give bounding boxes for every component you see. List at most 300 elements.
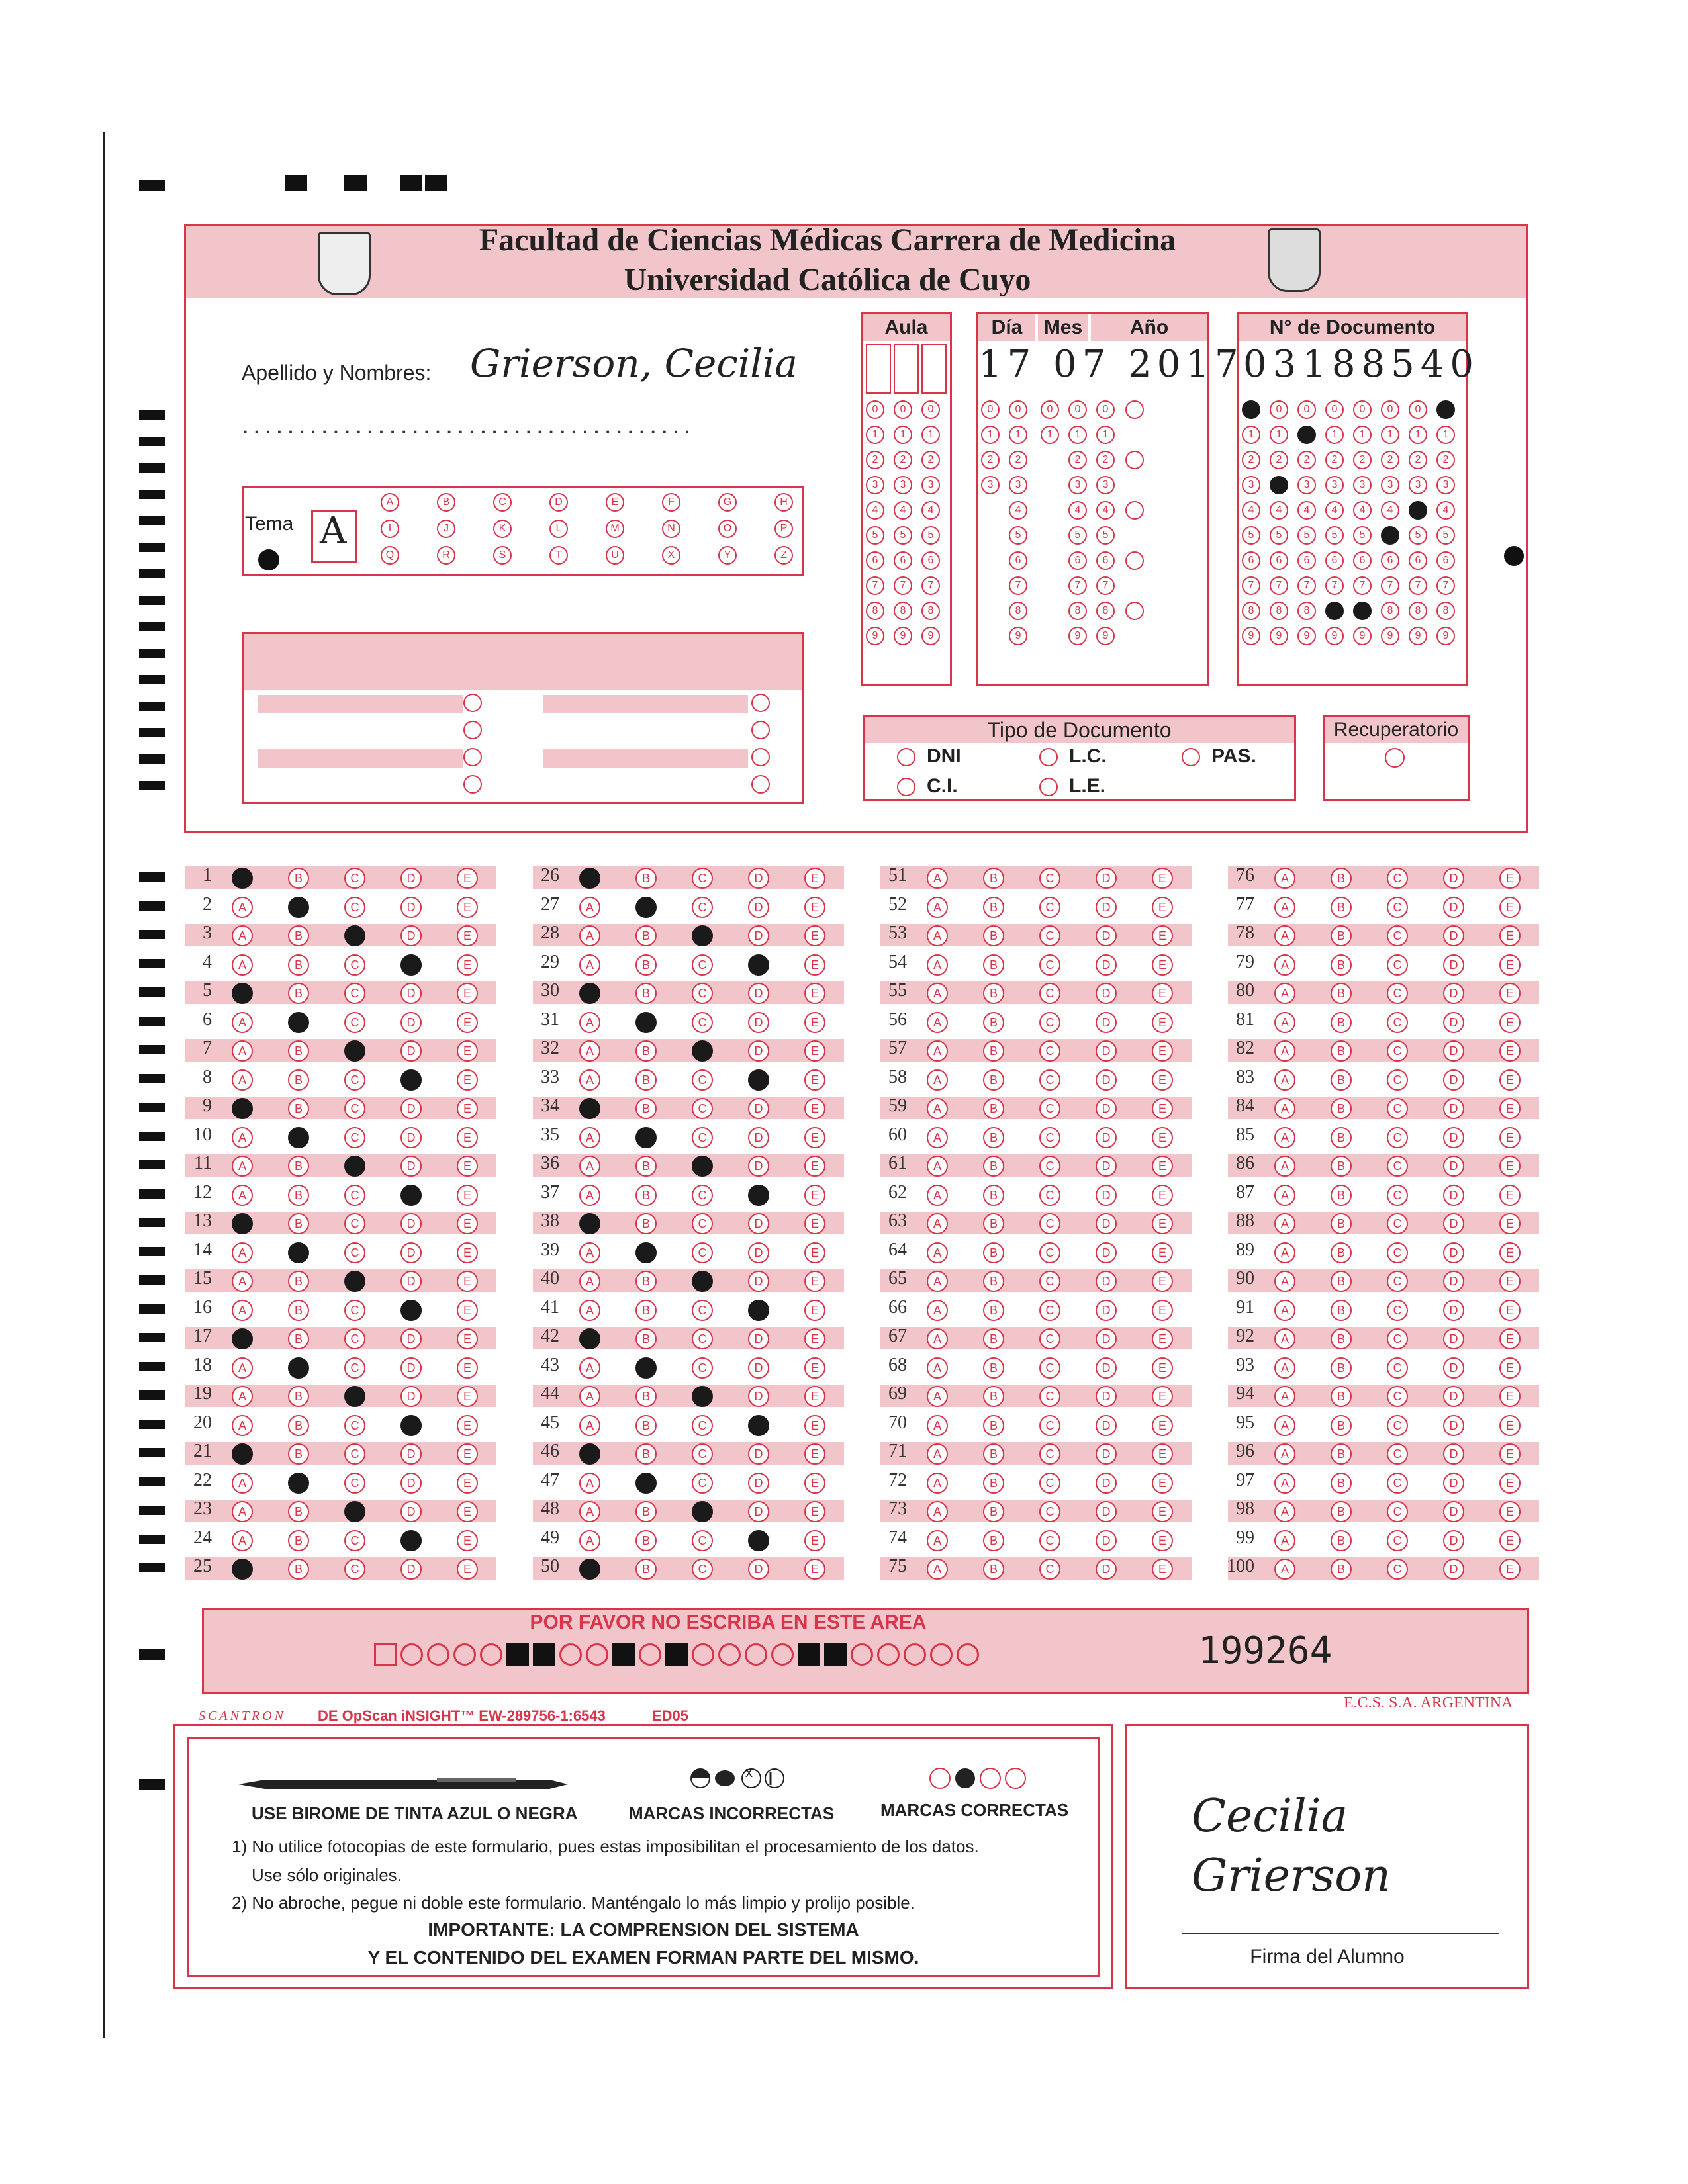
answer-49-A[interactable]: A [579, 1530, 600, 1551]
fecha-written[interactable]: 17 07 2017 [978, 343, 1244, 386]
tema-bubble-Y[interactable]: Y [718, 546, 737, 565]
answer-7-A[interactable]: A [232, 1040, 253, 1062]
answer-9-E[interactable]: E [457, 1098, 478, 1119]
answer-57-A[interactable]: A [927, 1040, 948, 1062]
answer-15-C[interactable] [344, 1271, 365, 1292]
tema-bubble-H[interactable]: H [774, 493, 793, 512]
doc-col5-digit-2[interactable]: 2 [1381, 451, 1399, 469]
answer-6-C[interactable]: C [344, 1012, 365, 1033]
answer-64-C[interactable]: C [1039, 1242, 1060, 1263]
fecha-col1-digit-8[interactable]: 8 [1009, 602, 1027, 620]
answer-10-C[interactable]: C [344, 1127, 365, 1148]
answer-93-B[interactable]: B [1331, 1357, 1352, 1379]
blank-bubble[interactable] [751, 694, 770, 712]
tema-bubble-A[interactable]: A [381, 493, 399, 512]
answer-68-B[interactable]: B [983, 1357, 1004, 1379]
answer-59-D[interactable]: D [1096, 1098, 1117, 1119]
answer-60-D[interactable]: D [1096, 1127, 1117, 1148]
answer-24-C[interactable]: C [344, 1530, 365, 1551]
answer-36-E[interactable]: E [804, 1156, 825, 1177]
answer-58-E[interactable]: E [1152, 1069, 1173, 1091]
answer-52-C[interactable]: C [1039, 897, 1060, 918]
answer-46-E[interactable]: E [804, 1443, 825, 1465]
answer-18-E[interactable]: E [457, 1357, 478, 1379]
anio-bubble-8[interactable] [1125, 602, 1144, 620]
answer-75-B[interactable]: B [983, 1559, 1004, 1580]
answer-17-D[interactable]: D [400, 1328, 422, 1349]
answer-7-E[interactable]: E [457, 1040, 478, 1062]
answer-62-D[interactable]: D [1096, 1185, 1117, 1206]
doc-col6-digit-9[interactable]: 9 [1409, 627, 1427, 645]
answer-88-E[interactable]: E [1499, 1213, 1521, 1234]
answer-49-D[interactable] [748, 1530, 769, 1551]
answer-58-B[interactable]: B [983, 1069, 1004, 1091]
doc-col2-digit-1[interactable] [1297, 426, 1316, 444]
answer-31-E[interactable]: E [804, 1012, 825, 1033]
fecha-col4-digit-0[interactable]: 0 [1096, 400, 1115, 419]
fecha-col1-digit-1[interactable]: 1 [1009, 426, 1027, 444]
answer-12-E[interactable]: E [457, 1185, 478, 1206]
aula-col0-digit-5[interactable]: 5 [866, 526, 884, 545]
answer-100-E[interactable]: E [1499, 1559, 1521, 1580]
doc-col3-digit-7[interactable]: 7 [1325, 576, 1344, 595]
answer-64-B[interactable]: B [983, 1242, 1004, 1263]
answer-33-B[interactable]: B [635, 1069, 657, 1091]
answer-38-C[interactable]: C [692, 1213, 713, 1234]
answer-23-D[interactable]: D [400, 1501, 422, 1522]
doc-col2-digit-5[interactable]: 5 [1297, 526, 1316, 545]
doc-col6-digit-7[interactable]: 7 [1409, 576, 1427, 595]
fecha-col3-digit-7[interactable]: 7 [1068, 576, 1087, 595]
fecha-col3-digit-6[interactable]: 6 [1068, 551, 1087, 570]
answer-100-D[interactable]: D [1443, 1559, 1464, 1580]
answer-12-B[interactable]: B [288, 1185, 309, 1206]
answer-22-D[interactable]: D [400, 1473, 422, 1494]
answer-58-A[interactable]: A [927, 1069, 948, 1091]
answer-70-A[interactable]: A [927, 1415, 948, 1436]
answer-65-D[interactable]: D [1096, 1271, 1117, 1292]
answer-49-B[interactable]: B [635, 1530, 657, 1551]
answer-16-C[interactable]: C [344, 1300, 365, 1321]
answer-68-E[interactable]: E [1152, 1357, 1173, 1379]
blank-bubble[interactable] [751, 748, 770, 766]
answer-68-C[interactable]: C [1039, 1357, 1060, 1379]
answer-29-D[interactable] [748, 954, 769, 976]
doc-col2-digit-3[interactable]: 3 [1297, 476, 1316, 494]
answer-4-A[interactable]: A [232, 954, 253, 976]
answer-71-C[interactable]: C [1039, 1443, 1060, 1465]
answer-34-A[interactable] [579, 1098, 600, 1119]
answer-39-C[interactable]: C [692, 1242, 713, 1263]
answer-84-E[interactable]: E [1499, 1098, 1521, 1119]
answer-80-E[interactable]: E [1499, 983, 1521, 1004]
answer-31-B[interactable] [635, 1012, 657, 1033]
answer-43-B[interactable] [635, 1357, 657, 1379]
aula-col2-digit-0[interactable]: 0 [921, 400, 940, 419]
answer-38-B[interactable]: B [635, 1213, 657, 1234]
answer-76-E[interactable]: E [1499, 868, 1521, 889]
answer-72-B[interactable]: B [983, 1473, 1004, 1494]
tipo-bubble-C.I.[interactable] [897, 778, 915, 796]
doc-col2-digit-6[interactable]: 6 [1297, 551, 1316, 570]
answer-82-E[interactable]: E [1499, 1040, 1521, 1062]
answer-77-B[interactable]: B [1331, 897, 1352, 918]
answer-95-E[interactable]: E [1499, 1415, 1521, 1436]
blank-bubble[interactable] [463, 694, 482, 712]
anio-bubble-6[interactable] [1125, 551, 1144, 570]
answer-56-D[interactable]: D [1096, 1012, 1117, 1033]
answer-15-D[interactable]: D [400, 1271, 422, 1292]
answer-13-E[interactable]: E [457, 1213, 478, 1234]
answer-39-A[interactable]: A [579, 1242, 600, 1263]
answer-24-D[interactable] [400, 1530, 422, 1551]
answer-47-D[interactable]: D [748, 1473, 769, 1494]
answer-64-A[interactable]: A [927, 1242, 948, 1263]
answer-72-C[interactable]: C [1039, 1473, 1060, 1494]
answer-46-C[interactable]: C [692, 1443, 713, 1465]
answer-60-A[interactable]: A [927, 1127, 948, 1148]
aula-col2-digit-6[interactable]: 6 [921, 551, 940, 570]
answer-33-D[interactable] [748, 1069, 769, 1091]
answer-77-C[interactable]: C [1387, 897, 1408, 918]
doc-col4-digit-7[interactable]: 7 [1353, 576, 1372, 595]
answer-10-A[interactable]: A [232, 1127, 253, 1148]
answer-11-D[interactable]: D [400, 1156, 422, 1177]
aula-col2-digit-2[interactable]: 2 [921, 451, 940, 469]
tema-bubble-G[interactable]: G [718, 493, 737, 512]
doc-col4-digit-0[interactable]: 0 [1353, 400, 1372, 419]
answer-71-D[interactable]: D [1096, 1443, 1117, 1465]
answer-88-B[interactable]: B [1331, 1213, 1352, 1234]
answer-66-A[interactable]: A [927, 1300, 948, 1321]
blank-bubble[interactable] [751, 721, 770, 739]
answer-67-A[interactable]: A [927, 1328, 948, 1349]
answer-32-A[interactable]: A [579, 1040, 600, 1062]
answer-27-D[interactable]: D [748, 897, 769, 918]
aula-col2-digit-7[interactable]: 7 [921, 576, 940, 595]
answer-40-C[interactable] [692, 1271, 713, 1292]
answer-24-E[interactable]: E [457, 1530, 478, 1551]
answer-93-A[interactable]: A [1274, 1357, 1295, 1379]
doc-col7-digit-9[interactable]: 9 [1436, 627, 1455, 645]
doc-col1-digit-1[interactable]: 1 [1270, 426, 1288, 444]
fecha-col0-digit-1[interactable]: 1 [981, 426, 1000, 444]
answer-63-E[interactable]: E [1152, 1213, 1173, 1234]
answer-21-D[interactable]: D [400, 1443, 422, 1465]
answer-62-A[interactable]: A [927, 1185, 948, 1206]
answer-57-E[interactable]: E [1152, 1040, 1173, 1062]
answer-10-D[interactable]: D [400, 1127, 422, 1148]
answer-8-B[interactable]: B [288, 1069, 309, 1091]
tema-bubble-E[interactable]: E [606, 493, 624, 512]
doc-col3-digit-2[interactable]: 2 [1325, 451, 1344, 469]
answer-16-D[interactable] [400, 1300, 422, 1321]
fecha-col4-digit-8[interactable]: 8 [1096, 602, 1115, 620]
answer-60-E[interactable]: E [1152, 1127, 1173, 1148]
answer-57-D[interactable]: D [1096, 1040, 1117, 1062]
answer-65-E[interactable]: E [1152, 1271, 1173, 1292]
doc-col2-digit-9[interactable]: 9 [1297, 627, 1316, 645]
answer-18-D[interactable]: D [400, 1357, 422, 1379]
answer-99-B[interactable]: B [1331, 1530, 1352, 1551]
answer-80-B[interactable]: B [1331, 983, 1352, 1004]
doc-col0-digit-8[interactable]: 8 [1242, 602, 1260, 620]
fecha-col0-digit-3[interactable]: 3 [981, 476, 1000, 494]
doc-col3-digit-4[interactable]: 4 [1325, 501, 1344, 520]
answer-87-E[interactable]: E [1499, 1185, 1521, 1206]
fecha-col1-digit-6[interactable]: 6 [1009, 551, 1027, 570]
answer-9-B[interactable]: B [288, 1098, 309, 1119]
answer-15-E[interactable]: E [457, 1271, 478, 1292]
doc-col5-digit-8[interactable]: 8 [1381, 602, 1399, 620]
answer-97-C[interactable]: C [1387, 1473, 1408, 1494]
tema-bubble-J[interactable]: J [437, 520, 455, 538]
aula-col2-digit-1[interactable]: 1 [921, 426, 940, 444]
answer-96-E[interactable]: E [1499, 1443, 1521, 1465]
answer-76-C[interactable]: C [1387, 868, 1408, 889]
answer-71-E[interactable]: E [1152, 1443, 1173, 1465]
doc-col5-digit-0[interactable]: 0 [1381, 400, 1399, 419]
answer-6-D[interactable]: D [400, 1012, 422, 1033]
answer-49-C[interactable]: C [692, 1530, 713, 1551]
answer-51-A[interactable]: A [927, 868, 948, 889]
answer-20-E[interactable]: E [457, 1415, 478, 1436]
doc-col3-digit-6[interactable]: 6 [1325, 551, 1344, 570]
aula-col0-digit-8[interactable]: 8 [866, 602, 884, 620]
answer-39-D[interactable]: D [748, 1242, 769, 1263]
doc-col2-digit-4[interactable]: 4 [1297, 501, 1316, 520]
aula-col0-digit-7[interactable]: 7 [866, 576, 884, 595]
aula-col0-digit-6[interactable]: 6 [866, 551, 884, 570]
anio-bubble-4[interactable] [1125, 501, 1144, 520]
answer-19-C[interactable] [344, 1386, 365, 1407]
answer-78-E[interactable]: E [1499, 925, 1521, 946]
answer-93-D[interactable]: D [1443, 1357, 1464, 1379]
answer-90-D[interactable]: D [1443, 1271, 1464, 1292]
fecha-col3-digit-5[interactable]: 5 [1068, 526, 1087, 545]
answer-78-A[interactable]: A [1274, 925, 1295, 946]
fecha-col3-digit-0[interactable]: 0 [1068, 400, 1087, 419]
answer-60-C[interactable]: C [1039, 1127, 1060, 1148]
answer-21-B[interactable]: B [288, 1443, 309, 1465]
answer-90-A[interactable]: A [1274, 1271, 1295, 1292]
answer-61-A[interactable]: A [927, 1156, 948, 1177]
answer-72-E[interactable]: E [1152, 1473, 1173, 1494]
fecha-col1-digit-4[interactable]: 4 [1009, 501, 1027, 520]
doc-col1-digit-3[interactable] [1270, 476, 1288, 494]
doc-col2-digit-7[interactable]: 7 [1297, 576, 1316, 595]
answer-17-A[interactable] [232, 1328, 253, 1349]
aula-col0-digit-2[interactable]: 2 [866, 451, 884, 469]
answer-88-A[interactable]: A [1274, 1213, 1295, 1234]
answer-50-A[interactable] [579, 1559, 600, 1580]
answer-11-A[interactable]: A [232, 1156, 253, 1177]
answer-54-A[interactable]: A [927, 954, 948, 976]
answer-77-E[interactable]: E [1499, 897, 1521, 918]
answer-71-B[interactable]: B [983, 1443, 1004, 1465]
answer-85-B[interactable]: B [1331, 1127, 1352, 1148]
answer-31-D[interactable]: D [748, 1012, 769, 1033]
answer-34-C[interactable]: C [692, 1098, 713, 1119]
answer-54-D[interactable]: D [1096, 954, 1117, 976]
answer-66-E[interactable]: E [1152, 1300, 1173, 1321]
answer-22-E[interactable]: E [457, 1473, 478, 1494]
doc-col7-digit-3[interactable]: 3 [1436, 476, 1455, 494]
answer-66-B[interactable]: B [983, 1300, 1004, 1321]
answer-55-A[interactable]: A [927, 983, 948, 1004]
answer-25-B[interactable]: B [288, 1559, 309, 1580]
answer-100-C[interactable]: C [1387, 1559, 1408, 1580]
answer-91-A[interactable]: A [1274, 1300, 1295, 1321]
answer-79-D[interactable]: D [1443, 954, 1464, 976]
answer-31-A[interactable]: A [579, 1012, 600, 1033]
answer-45-B[interactable]: B [635, 1415, 657, 1436]
answer-94-C[interactable]: C [1387, 1386, 1408, 1407]
answer-28-B[interactable]: B [635, 925, 657, 946]
answer-86-C[interactable]: C [1387, 1156, 1408, 1177]
answer-1-A[interactable] [232, 868, 253, 889]
doc-col3-digit-9[interactable]: 9 [1325, 627, 1344, 645]
doc-col5-digit-5[interactable] [1381, 526, 1399, 545]
answer-21-C[interactable]: C [344, 1443, 365, 1465]
answer-25-C[interactable]: C [344, 1559, 365, 1580]
answer-30-B[interactable]: B [635, 983, 657, 1004]
answer-66-C[interactable]: C [1039, 1300, 1060, 1321]
doc-col0-digit-6[interactable]: 6 [1242, 551, 1260, 570]
aula-col0-digit-1[interactable]: 1 [866, 426, 884, 444]
answer-89-A[interactable]: A [1274, 1242, 1295, 1263]
fecha-col1-digit-5[interactable]: 5 [1009, 526, 1027, 545]
answer-33-E[interactable]: E [804, 1069, 825, 1091]
tema-bubble-X[interactable]: X [662, 546, 680, 565]
answer-56-E[interactable]: E [1152, 1012, 1173, 1033]
fecha-col3-digit-3[interactable]: 3 [1068, 476, 1087, 494]
answer-54-C[interactable]: C [1039, 954, 1060, 976]
aula-col0-digit-9[interactable]: 9 [866, 627, 884, 645]
fecha-col1-digit-9[interactable]: 9 [1009, 627, 1027, 645]
aula-col2-digit-3[interactable]: 3 [921, 476, 940, 494]
answer-83-C[interactable]: C [1387, 1069, 1408, 1091]
aula-col0-digit-3[interactable]: 3 [866, 476, 884, 494]
tipo-bubble-L.E.[interactable] [1039, 778, 1058, 796]
answer-22-B[interactable] [288, 1473, 309, 1494]
answer-12-A[interactable]: A [232, 1185, 253, 1206]
answer-43-A[interactable]: A [579, 1357, 600, 1379]
doc-col7-digit-8[interactable]: 8 [1436, 602, 1455, 620]
answer-5-D[interactable]: D [400, 983, 422, 1004]
answer-26-A[interactable] [579, 868, 600, 889]
doc-col2-digit-2[interactable]: 2 [1297, 451, 1316, 469]
answer-53-A[interactable]: A [927, 925, 948, 946]
answer-32-D[interactable]: D [748, 1040, 769, 1062]
answer-57-B[interactable]: B [983, 1040, 1004, 1062]
answer-59-C[interactable]: C [1039, 1098, 1060, 1119]
answer-67-B[interactable]: B [983, 1328, 1004, 1349]
answer-20-B[interactable]: B [288, 1415, 309, 1436]
answer-34-B[interactable]: B [635, 1098, 657, 1119]
answer-24-A[interactable]: A [232, 1530, 253, 1551]
answer-69-D[interactable]: D [1096, 1386, 1117, 1407]
answer-1-E[interactable]: E [457, 868, 478, 889]
answer-52-E[interactable]: E [1152, 897, 1173, 918]
fecha-col1-digit-2[interactable]: 2 [1009, 451, 1027, 469]
doc-col1-digit-6[interactable]: 6 [1270, 551, 1288, 570]
answer-19-A[interactable]: A [232, 1386, 253, 1407]
answer-2-E[interactable]: E [457, 897, 478, 918]
fecha-col0-digit-2[interactable]: 2 [981, 451, 1000, 469]
answer-78-C[interactable]: C [1387, 925, 1408, 946]
answer-17-C[interactable]: C [344, 1328, 365, 1349]
answer-47-C[interactable]: C [692, 1473, 713, 1494]
answer-45-A[interactable]: A [579, 1415, 600, 1436]
answer-65-C[interactable]: C [1039, 1271, 1060, 1292]
answer-36-A[interactable]: A [579, 1156, 600, 1177]
answer-92-C[interactable]: C [1387, 1328, 1408, 1349]
answer-18-C[interactable]: C [344, 1357, 365, 1379]
answer-32-C[interactable] [692, 1040, 713, 1062]
answer-75-A[interactable]: A [927, 1559, 948, 1580]
answer-49-E[interactable]: E [804, 1530, 825, 1551]
doc-col1-digit-0[interactable]: 0 [1270, 400, 1288, 419]
doc-col3-digit-8[interactable] [1325, 602, 1344, 620]
answer-29-A[interactable]: A [579, 954, 600, 976]
doc-col0-digit-1[interactable]: 1 [1242, 426, 1260, 444]
answer-27-A[interactable]: A [579, 897, 600, 918]
answer-7-C[interactable] [344, 1040, 365, 1062]
fecha-col1-digit-7[interactable]: 7 [1009, 576, 1027, 595]
fecha-col3-digit-9[interactable]: 9 [1068, 627, 1087, 645]
answer-28-C[interactable] [692, 925, 713, 946]
answer-50-D[interactable]: D [748, 1559, 769, 1580]
answer-26-B[interactable]: B [635, 868, 657, 889]
answer-8-C[interactable]: C [344, 1069, 365, 1091]
answer-70-E[interactable]: E [1152, 1415, 1173, 1436]
answer-51-C[interactable]: C [1039, 868, 1060, 889]
answer-19-B[interactable]: B [288, 1386, 309, 1407]
answer-79-A[interactable]: A [1274, 954, 1295, 976]
doc-col6-digit-0[interactable]: 0 [1409, 400, 1427, 419]
answer-41-B[interactable]: B [635, 1300, 657, 1321]
answer-62-C[interactable]: C [1039, 1185, 1060, 1206]
answer-74-A[interactable]: A [927, 1530, 948, 1551]
answer-77-D[interactable]: D [1443, 897, 1464, 918]
answer-38-D[interactable]: D [748, 1213, 769, 1234]
answer-75-E[interactable]: E [1152, 1559, 1173, 1580]
answer-83-B[interactable]: B [1331, 1069, 1352, 1091]
answer-61-D[interactable]: D [1096, 1156, 1117, 1177]
answer-62-B[interactable]: B [983, 1185, 1004, 1206]
answer-40-E[interactable]: E [804, 1271, 825, 1292]
doc-col2-digit-8[interactable]: 8 [1297, 602, 1316, 620]
answer-1-D[interactable]: D [400, 868, 422, 889]
answer-34-D[interactable]: D [748, 1098, 769, 1119]
answer-98-C[interactable]: C [1387, 1501, 1408, 1522]
answer-92-E[interactable]: E [1499, 1328, 1521, 1349]
doc-col7-digit-5[interactable]: 5 [1436, 526, 1455, 545]
tema-bubble-Z[interactable]: Z [774, 546, 793, 565]
answer-25-A[interactable] [232, 1559, 253, 1580]
answer-36-B[interactable]: B [635, 1156, 657, 1177]
answer-46-B[interactable]: B [635, 1443, 657, 1465]
answer-87-A[interactable]: A [1274, 1185, 1295, 1206]
answer-85-E[interactable]: E [1499, 1127, 1521, 1148]
doc-col4-digit-5[interactable]: 5 [1353, 526, 1372, 545]
answer-38-A[interactable] [579, 1213, 600, 1234]
tema-bubble-U[interactable]: U [606, 546, 624, 565]
answer-58-D[interactable]: D [1096, 1069, 1117, 1091]
answer-16-A[interactable]: A [232, 1300, 253, 1321]
answer-48-A[interactable]: A [579, 1501, 600, 1522]
